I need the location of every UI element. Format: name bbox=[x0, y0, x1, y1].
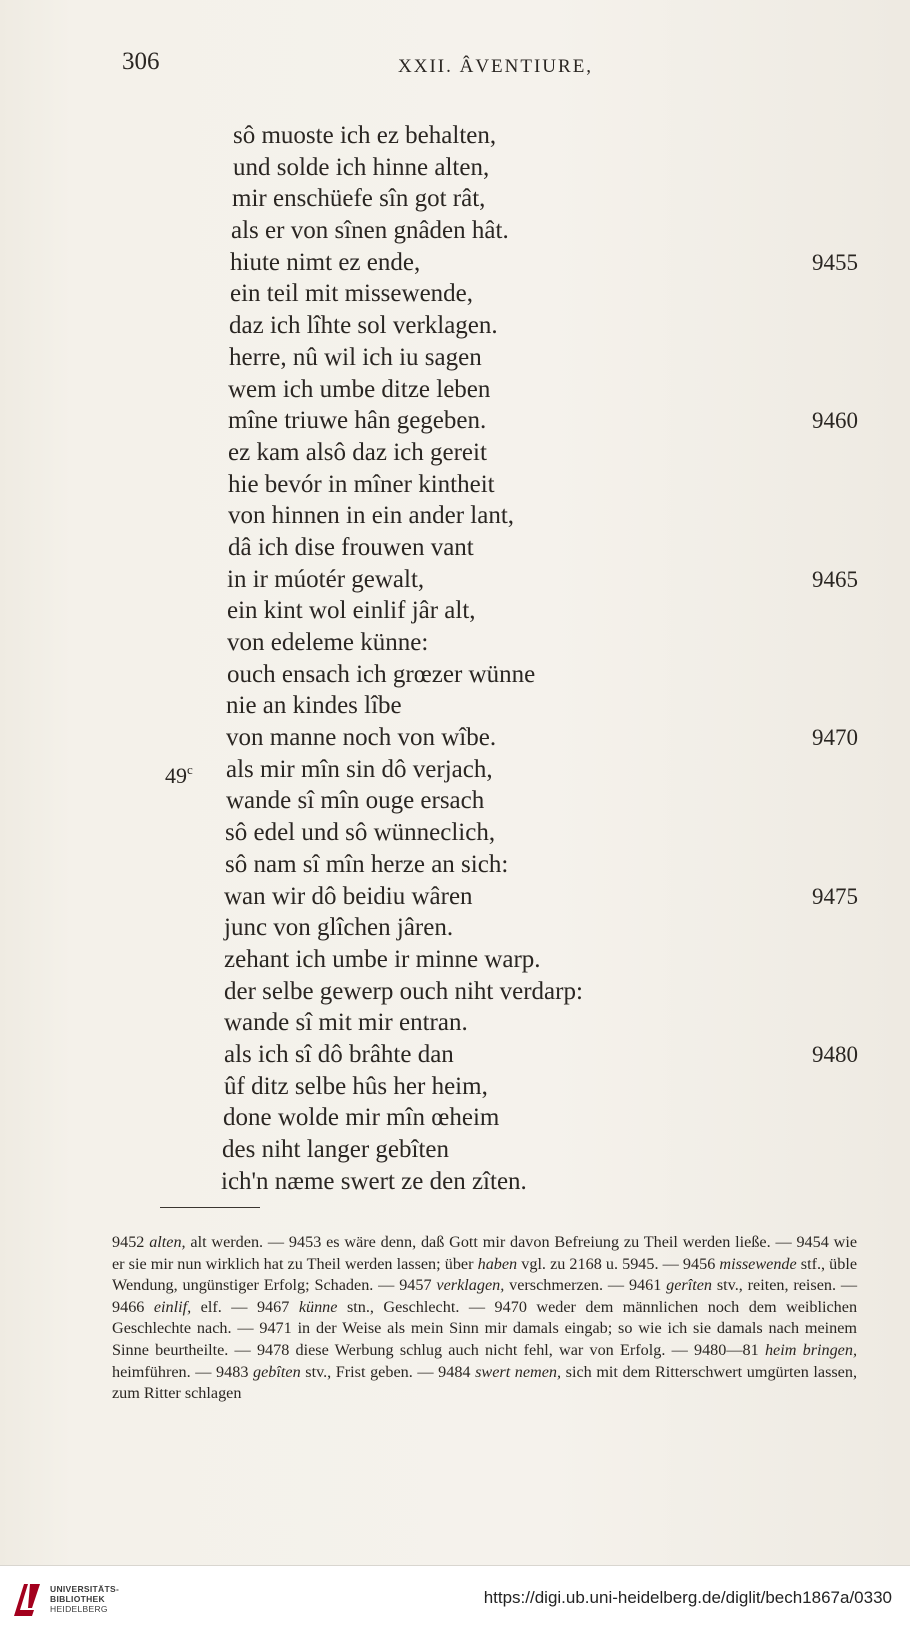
footnote-ref: 9456 bbox=[682, 1254, 716, 1273]
footnote-ref: 9466 bbox=[112, 1297, 145, 1316]
footnote-ref: 9470 bbox=[494, 1297, 527, 1316]
verse-line bbox=[0, 722, 910, 754]
footnote-ref: 9480—81 bbox=[693, 1340, 759, 1359]
footnote-gloss: wie er sie mir nun wirklich hat zu Theil werden lassen; über bbox=[112, 1233, 858, 1273]
footnotes bbox=[112, 1232, 857, 1405]
verse-line bbox=[0, 183, 910, 215]
footnote-ref: 9454 bbox=[796, 1233, 829, 1251]
verse-text: von hinnen in ein ander lant, bbox=[228, 502, 515, 530]
verse-line bbox=[0, 817, 910, 849]
footnote-entry bbox=[478, 1255, 679, 1273]
page-header bbox=[0, 48, 910, 88]
footnote-gloss: elf. — bbox=[200, 1297, 248, 1316]
verse-text: von manne noch von wîbe. bbox=[226, 724, 497, 752]
footnote-ref: 9471 bbox=[259, 1319, 292, 1338]
verse-text: und solde ich hinne alten, bbox=[233, 153, 490, 181]
verse-line bbox=[0, 881, 910, 913]
verse-text: des niht langer gebîten bbox=[222, 1136, 450, 1163]
verse-text: der selbe gewerp ouch niht verdarp: bbox=[224, 977, 583, 1005]
verse-line-number: 9475 bbox=[812, 883, 858, 909]
verse-line bbox=[0, 374, 910, 406]
footnote-gloss: vgl. zu 2168 u. 5945. — bbox=[521, 1254, 679, 1273]
verse-text: mîne triuwe hân gegeben. bbox=[228, 407, 487, 435]
footnote-term: haben bbox=[477, 1254, 518, 1273]
footnote-term: verklagen, bbox=[436, 1276, 505, 1295]
verse-line bbox=[0, 120, 910, 152]
footnote-entry bbox=[216, 1363, 434, 1381]
verse-text: done wolde mir mîn œheim bbox=[223, 1104, 500, 1132]
footnote-term: alten, bbox=[149, 1233, 186, 1251]
university-library-logo-icon bbox=[10, 1580, 44, 1620]
footnote-ref: 9483 bbox=[216, 1362, 249, 1381]
verse-text: nie an kindes lîbe bbox=[226, 692, 402, 720]
verse-line bbox=[0, 690, 910, 722]
verse-text: als er von sînen gnâden hât. bbox=[231, 217, 509, 245]
verse-text: junc von glîchen jâren. bbox=[224, 914, 454, 942]
footnote-entry bbox=[257, 1341, 688, 1359]
verse-text: ein kint wol einlif jâr alt, bbox=[227, 597, 476, 625]
verse-line bbox=[0, 278, 910, 310]
library-name-line3: HEIDELBERG bbox=[50, 1604, 108, 1614]
footnote-entry bbox=[112, 1298, 247, 1316]
source-url-link[interactable]: https://digi.ub.uni-heidelberg.de/diglit/bech1867a/0330 bbox=[483, 1588, 892, 1607]
verse-text: sô edel und sô wünneclich, bbox=[225, 819, 496, 847]
verse-text: wan wir dô beidiu wâren bbox=[224, 882, 473, 910]
verse-text: mir enschüefe sîn got rât, bbox=[232, 185, 486, 213]
footnote-term: gebîten bbox=[253, 1362, 301, 1381]
verse-line bbox=[0, 785, 910, 817]
running-title: XXII. ÂVENTIURE, bbox=[398, 56, 594, 77]
verse-text: sô muoste ich ez behalten, bbox=[233, 122, 497, 149]
verse-line bbox=[0, 849, 910, 881]
verse-line bbox=[0, 564, 910, 596]
verse-line bbox=[0, 659, 910, 691]
footnote-gloss: in der Weise als mein Sinn mir damals eingab; so wie ich sie damals nach meinem Sinne beurtheilte. — bbox=[112, 1319, 858, 1359]
verse-text: wande sî mîn ouge ersach bbox=[226, 787, 485, 815]
verse-line bbox=[0, 405, 910, 437]
verse-text: herre, nû wil ich iu sagen bbox=[229, 343, 482, 371]
footnote-term: gerîten bbox=[666, 1276, 713, 1295]
verse-text: als mir mîn sin dô verjach, bbox=[226, 755, 493, 783]
footnote-gloss: heimführen. — bbox=[112, 1362, 212, 1381]
verse-line bbox=[0, 595, 910, 627]
library-name-line2: BIBLIOTHEK bbox=[50, 1594, 105, 1604]
footnote-gloss: stf., üble Wendung, ungünstiger Erfolg; Schaden. — bbox=[112, 1254, 858, 1295]
footnote-ref: 9461 bbox=[628, 1276, 662, 1295]
verse-text: hiute nimt ez ende, bbox=[230, 248, 421, 276]
verse-line bbox=[0, 500, 910, 532]
footnote-divider bbox=[160, 1207, 260, 1208]
verse-line bbox=[0, 754, 910, 786]
footnote-gloss: stv., Frist geben. — bbox=[305, 1362, 434, 1381]
footnote-ref: 9452 bbox=[112, 1233, 145, 1251]
verse-text: hie bevór in mîner kintheit bbox=[228, 470, 495, 498]
footnote-term: swert nemen, bbox=[475, 1362, 562, 1381]
verse-line-number: 9460 bbox=[812, 408, 858, 434]
footnote-term: heim bringen, bbox=[764, 1340, 858, 1359]
footnote-gloss: sich mit dem Ritterschwert umgürten lassen, zum Ritter schlagen bbox=[112, 1362, 858, 1403]
footnote-gloss: diese Werbung schlug auch nicht fehl, war von Erfolg. — bbox=[295, 1340, 688, 1359]
page-number: 306 bbox=[122, 48, 160, 75]
verse-line bbox=[0, 1007, 910, 1039]
footnote-gloss: es wäre denn, daß Gott mir davon Befreiung zu Theil werden ließe. — bbox=[326, 1233, 792, 1251]
footnote-gloss: weder dem männlichen noch dem weiblichen Geschlechte nach. — bbox=[112, 1297, 858, 1338]
verse-line-number: 9480 bbox=[812, 1041, 858, 1067]
verse-text: ouch ensach ich grœzer wünne bbox=[227, 660, 536, 688]
footnote-ref: 9478 bbox=[256, 1340, 290, 1359]
folio-number: 49 bbox=[165, 762, 187, 788]
verse-text: daz ich lîhte sol verklagen. bbox=[229, 312, 498, 340]
verse-text: dâ ich dise frouwen vant bbox=[228, 533, 474, 561]
verse-line-number: 9455 bbox=[812, 249, 858, 275]
verse-line bbox=[0, 944, 910, 976]
verse-text: wem ich umbe ditze leben bbox=[228, 375, 491, 403]
footnote-term: missewende bbox=[719, 1254, 797, 1273]
footnote-gloss: alt werden. — bbox=[190, 1233, 285, 1251]
footnote-entry bbox=[257, 1298, 485, 1316]
footnote-ref: 9484 bbox=[438, 1362, 471, 1381]
library-name-line1: UNIVERSITÄTS- bbox=[50, 1584, 120, 1594]
footnote-entry bbox=[112, 1233, 284, 1251]
verse-line bbox=[0, 627, 910, 659]
footnote-entry bbox=[629, 1276, 857, 1294]
verse-line bbox=[0, 1102, 910, 1134]
verse-text: ez kam alsô daz ich gereit bbox=[228, 438, 487, 466]
footnote-ref: 9453 bbox=[288, 1233, 322, 1251]
verse-line bbox=[0, 152, 910, 184]
verse-text: zehant ich umbe ir minne warp. bbox=[224, 945, 541, 973]
footnote-gloss: stn., Geschlecht. — bbox=[346, 1297, 486, 1316]
footnote-ref: 9467 bbox=[256, 1297, 290, 1316]
footnote-gloss: stv., reiten, reisen. — bbox=[716, 1276, 858, 1295]
footnote-term: einlif, bbox=[153, 1297, 192, 1316]
verse-line bbox=[0, 1166, 910, 1198]
verse-block bbox=[0, 120, 910, 1197]
footnote-ref: 9457 bbox=[399, 1276, 432, 1295]
verse-line bbox=[0, 342, 910, 374]
verse-text: ein teil mit missewende, bbox=[230, 280, 474, 308]
verse-text: in ir múotér gewalt, bbox=[227, 565, 425, 593]
verse-line bbox=[0, 469, 910, 501]
verse-line bbox=[0, 1071, 910, 1103]
verse-line bbox=[0, 215, 910, 247]
folio-column: c bbox=[187, 761, 193, 777]
viewer-footer bbox=[0, 1565, 910, 1631]
verse-line bbox=[0, 437, 910, 469]
verse-line-number: 9470 bbox=[812, 725, 858, 751]
verse-line bbox=[0, 532, 910, 564]
verse-line bbox=[0, 976, 910, 1008]
verse-text: sô nam sî mîn herze an sich: bbox=[225, 850, 509, 878]
verse-text: ûf ditz selbe hûs her heim, bbox=[224, 1072, 488, 1100]
verse-line bbox=[0, 1134, 910, 1166]
verse-text: als ich sî dô brâhte dan bbox=[224, 1040, 454, 1068]
footnote-entry bbox=[289, 1233, 792, 1251]
library-name bbox=[50, 1584, 119, 1614]
verse-text: von edeleme künne: bbox=[227, 629, 429, 656]
verse-line bbox=[0, 247, 910, 279]
footnote-gloss: verschmerzen. — bbox=[509, 1276, 625, 1295]
verse-line bbox=[0, 1039, 910, 1071]
verse-text: ich'n næme swert ze den zîten. bbox=[221, 1167, 527, 1195]
verse-text: wande sî mit mir entran. bbox=[224, 1009, 468, 1037]
verse-line-number: 9465 bbox=[812, 566, 858, 592]
verse-line bbox=[0, 912, 910, 944]
footnote-term: künne bbox=[298, 1297, 338, 1316]
footnote-entry bbox=[399, 1276, 624, 1294]
verse-line bbox=[0, 310, 910, 342]
